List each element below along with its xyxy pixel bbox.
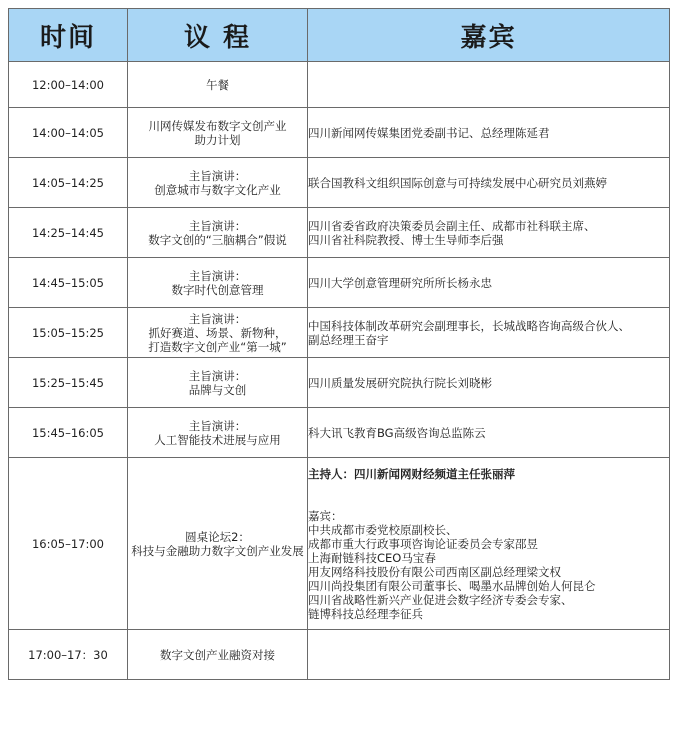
agenda-line: 人工智能技术进展与应用 <box>154 432 281 447</box>
time-cell: 14:05–14:25 <box>9 158 128 208</box>
guest-line: 链博科技总经理李征兵 <box>308 606 423 621</box>
time-cell: 15:45–16:05 <box>9 408 128 458</box>
schedule-body <box>9 62 670 680</box>
agenda-line: 科技与金融助力数字文创产业发展 <box>131 543 304 558</box>
table-row <box>9 208 670 258</box>
guest-cell <box>308 108 670 158</box>
agenda-line: 数字文创产业融资对接 <box>160 647 275 662</box>
agenda-cell <box>128 458 308 630</box>
guest-line: 科大讯飞教育BG高级咨询总监陈云 <box>308 425 486 440</box>
guest-cell <box>308 308 670 358</box>
time-cell: 16:05–17:00 <box>9 458 128 630</box>
agenda-cell <box>128 62 308 108</box>
guest-cell <box>308 258 670 308</box>
guest-line: 四川大学创意管理研究所所长杨永忠 <box>308 275 492 290</box>
guest-line: 成都市重大行政事项咨询论证委员会专家邵昱 <box>308 536 538 551</box>
guest-cell <box>308 408 670 458</box>
guest-line: 四川质量发展研究院执行院长刘晓彬 <box>308 375 492 390</box>
table-row <box>9 630 670 680</box>
guest-line: 四川省委省政府决策委员会副主任、成都市社科联主席、 <box>308 218 596 233</box>
table-row <box>9 358 670 408</box>
moderator-line: 主持人：四川新闻网财经频道主任张丽萍 <box>308 466 515 481</box>
time-cell: 12:00–14:00 <box>9 62 128 108</box>
guest-cell <box>308 208 670 258</box>
guest-line: 联合国教科文组织国际创意与可持续发展中心研究员刘燕婷 <box>308 175 607 190</box>
table-row <box>9 62 670 108</box>
agenda-line: 主旨演讲： <box>188 418 247 433</box>
agenda-table <box>8 8 670 680</box>
agenda-cell <box>128 258 308 308</box>
agenda-line: 创意城市与数字文化产业 <box>154 182 281 197</box>
guest-line: 嘉宾： <box>308 508 343 523</box>
guest-cell <box>308 630 670 680</box>
guest-line: 四川尚投集团有限公司董事长、喝墨水品牌创始人何昆仑 <box>308 578 596 593</box>
agenda-line: 品牌与文创 <box>188 382 247 397</box>
agenda-line: 主旨演讲： <box>188 168 247 183</box>
time-cell: 14:25–14:45 <box>9 208 128 258</box>
agenda-cell <box>128 358 308 408</box>
agenda-cell <box>128 630 308 680</box>
guest-line: 中共成都市委党校原副校长、 <box>308 522 458 537</box>
guest-cell <box>308 458 670 630</box>
guest-cell <box>308 62 670 108</box>
agenda-cell <box>128 408 308 458</box>
agenda-line: 主旨演讲： <box>188 218 247 233</box>
agenda-cell <box>128 108 308 158</box>
agenda-line: 圆桌论坛2： <box>185 529 250 544</box>
header-time: 时间 <box>9 9 128 62</box>
table-row <box>9 158 670 208</box>
time-cell: 14:00–14:05 <box>9 108 128 158</box>
header-row <box>9 9 670 62</box>
agenda-line: 主旨演讲： <box>188 368 247 383</box>
time-cell: 17:00–17：30 <box>9 630 128 680</box>
table-row <box>9 458 670 630</box>
guest-line: 中国科技体制改革研究会副理事长，长城战略咨询高级合伙人、 <box>308 318 630 333</box>
guest-line: 四川新闻网传媒集团党委副书记、总经理陈延君 <box>308 125 550 140</box>
agenda-line: 主旨演讲： <box>188 268 247 283</box>
agenda-line: 数字文创的“三脑耦合”假说 <box>148 232 287 247</box>
table-row <box>9 308 670 358</box>
guest-line: 四川省战略性新兴产业促进会数字经济专委会专家、 <box>308 592 573 607</box>
agenda-line: 主旨演讲： <box>188 311 247 326</box>
guest-line: 用友网络科技股份有限公司西南区副总经理梁文权 <box>308 564 561 579</box>
agenda-cell <box>128 208 308 258</box>
header-guests: 嘉宾 <box>308 9 670 62</box>
agenda-line: 川网传媒发布数字文创产业 <box>148 118 287 133</box>
agenda-cell <box>128 308 308 358</box>
agenda-cell <box>128 158 308 208</box>
header-agenda: 议 程 <box>128 9 308 62</box>
agenda-line: 午餐 <box>206 77 229 92</box>
table-row <box>9 408 670 458</box>
time-cell: 14:45–15:05 <box>9 258 128 308</box>
guest-line: 副总经理王奋宇 <box>308 332 389 347</box>
time-cell: 15:25–15:45 <box>9 358 128 408</box>
agenda-line: 助力计划 <box>194 132 241 147</box>
agenda-line: 数字时代创意管理 <box>171 282 264 297</box>
guest-cell <box>308 158 670 208</box>
guest-line: 上海耐链科技CEO马宝春 <box>308 550 436 565</box>
table-row <box>9 258 670 308</box>
guest-cell <box>308 358 670 408</box>
time-cell: 15:05–15:25 <box>9 308 128 358</box>
guest-line: 四川省社科院教授、博士生导师李后强 <box>308 232 504 247</box>
agenda-line: 抓好赛道、场景、新物种， <box>148 325 287 340</box>
table-row <box>9 108 670 158</box>
agenda-line: 打造数字文创产业“第一城” <box>148 339 287 354</box>
